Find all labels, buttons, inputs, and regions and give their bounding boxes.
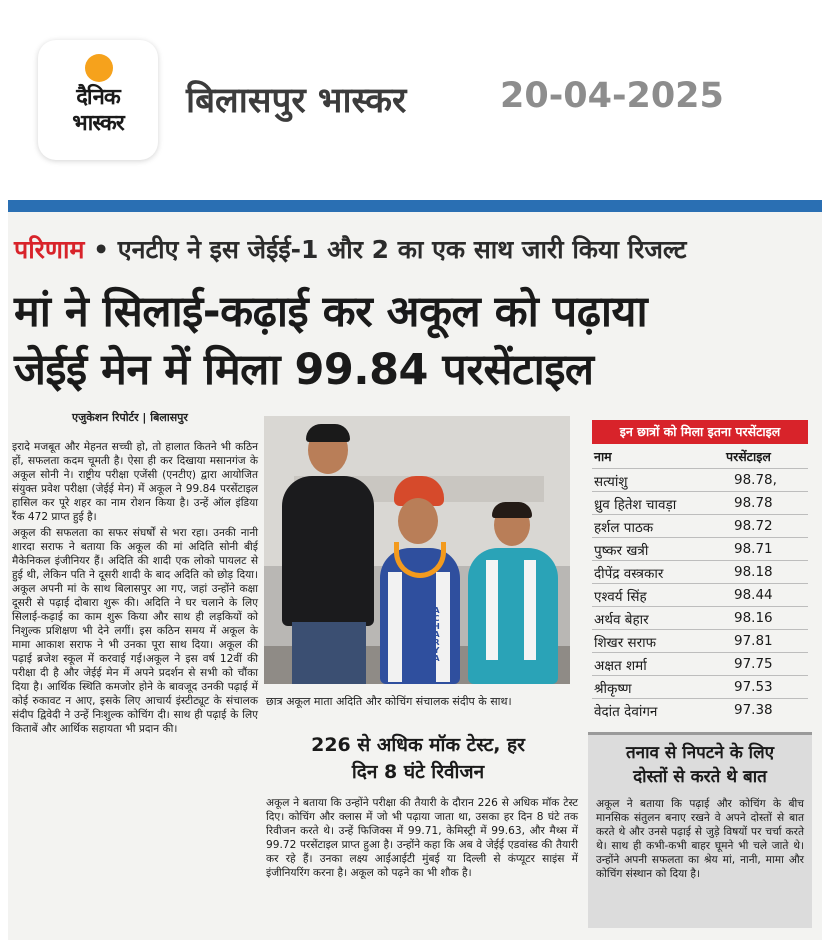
subheading-line2: दिन 8 घंटे रिवीजन xyxy=(351,761,485,783)
cell-name: सत्यांशु xyxy=(594,474,628,490)
cell-name: एश्वर्य सिंह xyxy=(594,589,647,605)
kicker xyxy=(14,232,686,266)
table-row xyxy=(592,514,808,537)
photo-caption: छात्र अकूल माता अदिति और कोचिंग संचालक संदीप के साथ। xyxy=(266,695,512,708)
cell-value: 98.44 xyxy=(734,587,773,603)
cell-name: अर्थव बेहार xyxy=(594,612,649,628)
cell-value: 98.78, xyxy=(734,472,777,488)
person-coach xyxy=(274,426,374,684)
kicker-label: परिणाम xyxy=(14,235,85,264)
person-mother xyxy=(464,504,560,684)
cell-name: ध्रुव हितेश चावड़ा xyxy=(594,497,677,513)
dainik-bhaskar-logo[interactable] xyxy=(38,40,158,160)
top-rule xyxy=(8,200,822,212)
side-box-text: अकूल ने बताया कि पढ़ाई और कोचिंग के बीच मानसिक संतुलन बनाए रखने वे अपने दोस्तों से बात करते थे और उनसे पढ़ाई से जुड़े विषयों पर चर्चा करते थे। साथ ही कभी-कभी बाहर घूमने भी चले जाते थे। उन्होंने अपनी सफलता का श्रेय मां, नानी, मामा और कोचिंग संस्थान को दिया है। xyxy=(596,798,804,880)
logo-text-line1: दैनिक xyxy=(76,85,120,110)
headline-line2: जेईई मेन में मिला 99.84 परसेंटाइल xyxy=(14,345,594,395)
table-row xyxy=(592,583,808,606)
article-photo xyxy=(264,416,570,684)
side-box-title-line1: तनाव से निपटने के लिए xyxy=(625,743,775,763)
left-column-text xyxy=(12,440,258,738)
table-row xyxy=(592,537,808,560)
table-row xyxy=(592,652,808,675)
table-row xyxy=(592,491,808,514)
logo-text-line2: भास्कर xyxy=(72,111,124,136)
cell-value: 98.71 xyxy=(734,541,773,557)
headline-line1: मां ने सिलाई-कढ़ाई कर अकूल को पढ़ाया xyxy=(14,287,648,337)
cell-name: अक्षत शर्मा xyxy=(594,658,647,674)
cell-value: 97.38 xyxy=(734,702,773,718)
side-box-title xyxy=(588,741,812,789)
table-row xyxy=(592,606,808,629)
subheading-line1: 226 से अधिक मॉक टेस्ट, हर xyxy=(311,734,525,756)
edition-date: 20-04-2025 xyxy=(500,76,724,116)
table-title: इन छात्रों को मिला इतना परसेंटाइल xyxy=(592,420,808,444)
percentile-table xyxy=(588,416,814,722)
cell-name: वेदांत देवांगन xyxy=(594,704,658,720)
paragraph: अकूल की सफलता का सफर संघर्षों से भरा रहा। उनकी नानी शारदा सराफ ने बताया कि अकूल की मां अदिति सोनी बीई मैकेनिकल इंजीनियर हैं। अदिति की शादी एक लोको पायलट से हुई थी, लेकिन पति ने दूसरी शादी के बाद अदिति को छोड़ दिया। अकूल अपनी मां के साथ बिलासपुर आ गए, जहां उन्होंने कक्षा दूसरी से पढ़ाई दोबारा शुरू की। अदिति ने घर चलाने के लिए सिलाई-कढ़ाई का काम शुरू किया और साथ ही लड़कियों को निशुल्क प्रशिक्षण भी देने लगीं। इस कठिन समय में अकूल के मामा आकाश सराफ ने भी उनका पूरा साथ दिया। अकूल की पढ़ाई ब्रजेश स्कूल में करवाई गई।अकूल ने इस वर्ष 12वीं की परीक्षा दी है और जेईई मेन में अपने प्रदर्शन से सभी को चौंका दिया है। आर्थिक स्थिति कमजोर होने के बावजूद उनकी पढ़ाई में कोई रुकावट न आए, इसके लिए आचार्य इंस्टीट्यूट के संचालक संदीप द्विवेदी ने उन्हें निःशुल्क कोचिंग दी। साथ ही पढ़ाई के लिए किताबें और आर्थिक सहायता भी प्रदान की। xyxy=(12,527,258,735)
cell-value: 97.75 xyxy=(734,656,773,672)
cell-value: 97.53 xyxy=(734,679,773,695)
sun-icon xyxy=(85,54,113,82)
cell-value: 98.78 xyxy=(734,495,773,511)
side-box-title-line2: दोस्तों से करते थे बात xyxy=(633,767,767,787)
byline: एजुकेशन रिपोर्टर | बिलासपुर xyxy=(72,411,188,424)
cell-name: पुष्कर खत्री xyxy=(594,543,649,559)
side-box xyxy=(588,732,812,928)
person-student xyxy=(374,476,464,684)
cell-value: 97.81 xyxy=(734,633,773,649)
subheading xyxy=(280,732,556,786)
table-row xyxy=(592,698,808,721)
table-row xyxy=(592,468,808,491)
cell-value: 98.18 xyxy=(734,564,773,580)
table-row xyxy=(592,675,808,698)
column-header-percentile: परसेंटाइल xyxy=(726,449,771,464)
app-header xyxy=(0,0,822,198)
cell-name: दीपेंद्र वस्त्रकार xyxy=(594,566,664,582)
table-row xyxy=(592,560,808,583)
edition-title: बिलासपुर भास्कर xyxy=(186,81,407,121)
paragraph: इरादे मजबूत और मेहनत सच्ची हो, तो हालात कितने भी कठिन हों, सफलता कदम चूमती है। ऐसा ही कर दिखाया मसानगंज के अकूल सोनी ने। राष्ट्रीय परीक्षा एजेंसी (एनटीए) द्वारा आयोजित संयुक्त प्रवेश परीक्षा (जेईई मेन) में अकूल ने 99.84 परसेंटाइल हासिल कर पूरे शहर का नाम रोशन किया है। उन्हें ऑल इंडिया रैंक 472 प्राप्त हुई है। xyxy=(12,441,258,523)
sash-text: ACHARYA xyxy=(432,606,441,662)
cell-value: 98.16 xyxy=(734,610,773,626)
kicker-text: • एनटीए ने इस जेईई-1 और 2 का एक साथ जारी किया रिजल्ट xyxy=(84,235,687,264)
cell-name: हर्शल पाठक xyxy=(594,520,654,536)
cell-name: श्रीकृष्ण xyxy=(594,681,632,697)
table-row xyxy=(592,629,808,652)
cell-value: 98.72 xyxy=(734,518,773,534)
middle-column-text: अकूल ने बताया कि उन्होंने परीक्षा की तैयारी के दौरान 226 से अधिक मॉक टेस्ट दिए। कोचिंग और क्लास में जो भी पढ़ाया जाता था, उसका हर दिन 8 घंटे तक रिवीजन करते थे। उन्हें फिजिक्स में 99.71, केमिस्ट्री में 99.63, और मैथ्स में 99.72 परसेंटाइल प्राप्त हुआ है। उन्होंने कहा कि अब वे जेईई एडवांस्ड की तैयारी कर रहे हैं। उनका लक्ष्य आईआईटी मुंबई या दिल्ली से कंप्यूटर साइंस में इंजीनियरिंग करना है। अकूल को पढ़ने का भी शौक है। xyxy=(266,797,578,879)
cell-name: शिखर सराफ xyxy=(594,635,657,651)
column-header-name: नाम xyxy=(594,449,612,464)
table-header-row xyxy=(592,446,808,466)
